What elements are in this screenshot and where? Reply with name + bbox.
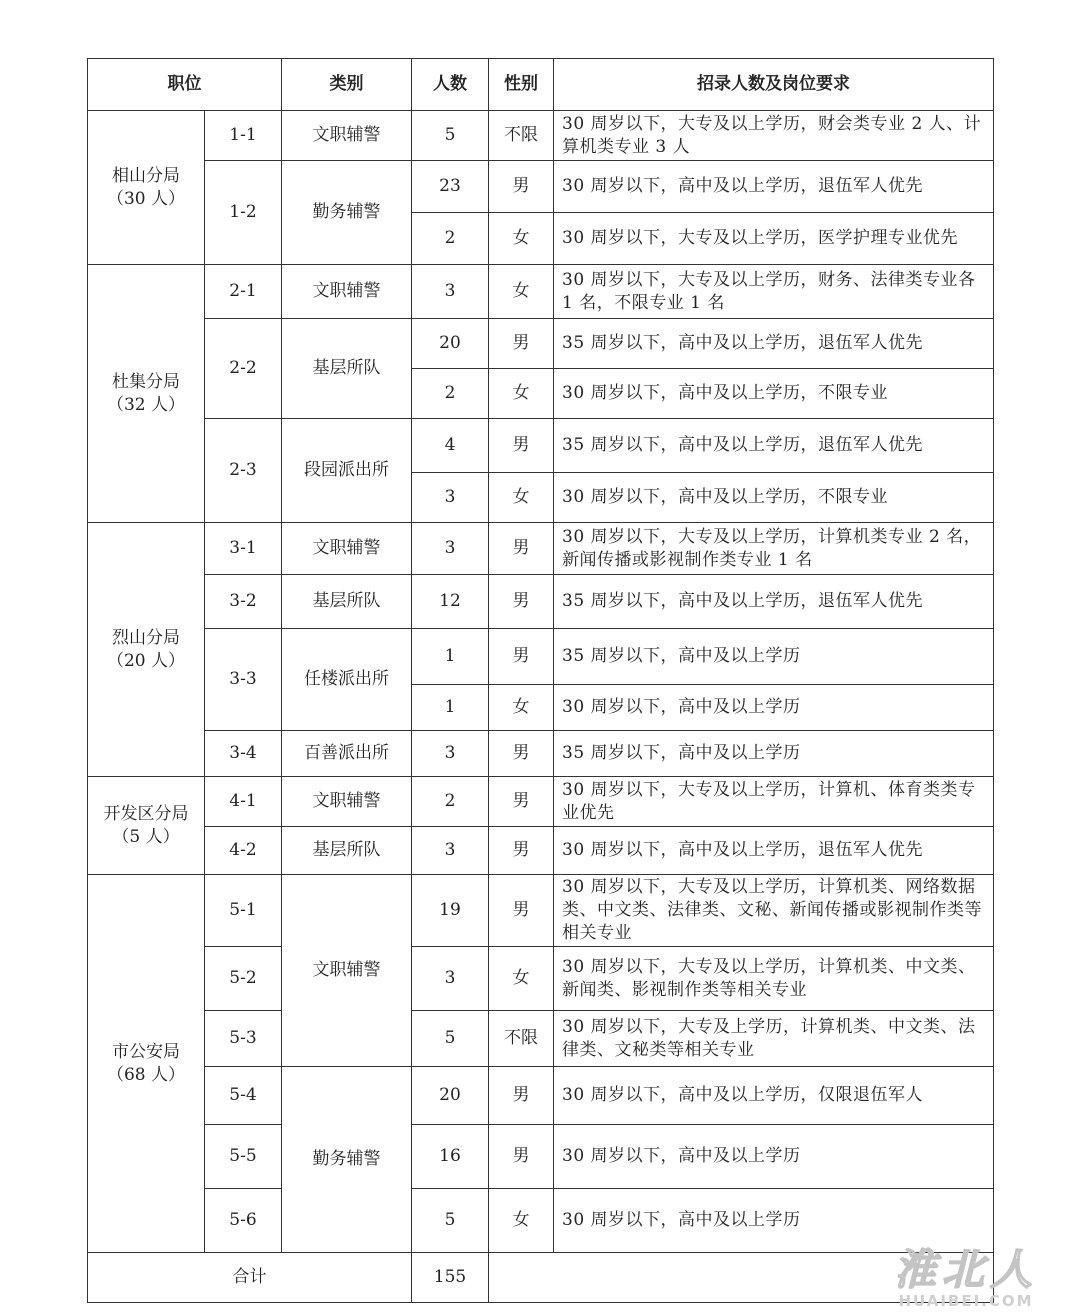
count-cell: 3 xyxy=(412,947,489,1011)
requirement-cell: 35 周岁以下，高中及以上学历，退伍军人优先 xyxy=(554,419,994,473)
gender-cell: 女 xyxy=(489,947,554,1011)
position-cell: 5-4 xyxy=(205,1067,282,1125)
count-cell: 3 xyxy=(412,265,489,319)
gender-cell: 男 xyxy=(489,629,554,685)
bureau-cell: 开发区分局 （5 人） xyxy=(88,777,205,875)
header-gender: 性别 xyxy=(489,59,554,111)
gender-cell: 男 xyxy=(489,875,554,947)
category-cell: 勤务辅警 xyxy=(282,161,412,265)
requirement-cell: 35 周岁以下，高中及以上学历 xyxy=(554,629,994,685)
watermark-en: HUAIBEI.COM xyxy=(898,1292,1034,1310)
position-cell: 2-1 xyxy=(205,265,282,319)
category-cell: 基层所队 xyxy=(282,827,412,875)
count-cell: 23 xyxy=(412,161,489,213)
gender-cell: 女 xyxy=(489,213,554,265)
gender-cell: 不限 xyxy=(489,111,554,161)
header-requirements: 招录人数及岗位要求 xyxy=(554,59,994,111)
gender-cell: 男 xyxy=(489,161,554,213)
gender-cell: 男 xyxy=(489,731,554,777)
category-cell: 百善派出所 xyxy=(282,731,412,777)
position-cell: 5-1 xyxy=(205,875,282,947)
category-cell: 文职辅警 xyxy=(282,523,412,575)
count-cell: 16 xyxy=(412,1125,489,1189)
gender-cell: 男 xyxy=(489,1067,554,1125)
count-cell: 3 xyxy=(412,473,489,523)
table-row xyxy=(88,1011,994,1067)
category-cell: 段园派出所 xyxy=(282,419,412,523)
position-cell: 4-1 xyxy=(205,777,282,827)
table-row xyxy=(88,777,994,827)
total-count: 155 xyxy=(412,1253,489,1303)
gender-cell: 男 xyxy=(489,523,554,575)
header-row xyxy=(88,59,994,111)
table-row xyxy=(88,575,994,629)
count-cell: 1 xyxy=(412,629,489,685)
gender-cell: 男 xyxy=(489,419,554,473)
watermark-logo xyxy=(866,1245,1076,1314)
category-cell: 基层所队 xyxy=(282,575,412,629)
table-row xyxy=(88,827,994,875)
category-cell: 基层所队 xyxy=(282,319,412,419)
requirement-cell: 30 周岁以下，大专及以上学历，财务、法律类专业各 1 名，不限专业 1 名 xyxy=(554,265,994,319)
header-position: 职位 xyxy=(88,59,282,111)
count-cell: 5 xyxy=(412,111,489,161)
category-cell: 文职辅警 xyxy=(282,875,412,1067)
requirement-cell: 30 周岁以下，高中及以上学历，仅限退伍军人 xyxy=(554,1067,994,1125)
recruitment-table xyxy=(87,58,994,1303)
table-row xyxy=(88,1067,994,1125)
requirement-cell: 30 周岁以下，高中及以上学历，退伍军人优先 xyxy=(554,827,994,875)
table-row xyxy=(88,111,994,161)
count-cell: 5 xyxy=(412,1189,489,1253)
requirement-cell: 30 周岁以下，高中及以上学历 xyxy=(554,1189,994,1253)
count-cell: 20 xyxy=(412,1067,489,1125)
position-cell: 5-2 xyxy=(205,947,282,1011)
category-cell: 文职辅警 xyxy=(282,111,412,161)
position-cell: 5-6 xyxy=(205,1189,282,1253)
position-cell: 1-1 xyxy=(205,111,282,161)
position-cell: 5-5 xyxy=(205,1125,282,1189)
position-cell: 4-2 xyxy=(205,827,282,875)
table-row xyxy=(88,523,994,575)
bureau-cell: 杜集分局 （32 人） xyxy=(88,265,205,523)
table-row xyxy=(88,629,994,685)
table-row xyxy=(88,1189,994,1253)
position-cell: 2-3 xyxy=(205,419,282,523)
gender-cell: 男 xyxy=(489,575,554,629)
requirement-cell: 30 周岁以下，大专及以上学历，计算机类专业 2 名，新闻传播或影视制作类专业 1 名 xyxy=(554,523,994,575)
count-cell: 5 xyxy=(412,1011,489,1067)
gender-cell: 女 xyxy=(489,473,554,523)
table-row xyxy=(88,419,994,473)
table-row xyxy=(88,731,994,777)
requirement-cell: 30 周岁以下，高中及以上学历，退伍军人优先 xyxy=(554,161,994,213)
count-cell: 12 xyxy=(412,575,489,629)
requirement-cell: 30 周岁以下，高中及以上学历，不限专业 xyxy=(554,473,994,523)
count-cell: 1 xyxy=(412,685,489,731)
category-cell: 文职辅警 xyxy=(282,265,412,319)
requirement-cell: 35 周岁以下，高中及以上学历，退伍军人优先 xyxy=(554,575,994,629)
position-cell: 3-2 xyxy=(205,575,282,629)
category-cell: 任楼派出所 xyxy=(282,629,412,731)
total-row xyxy=(88,1253,994,1303)
total-label: 合计 xyxy=(88,1253,412,1303)
requirement-cell: 30 周岁以下，大专及以上学历，计算机类、网络数据类、中文类、法律类、文秘、新闻传播或影视制作类等相关专业 xyxy=(554,875,994,947)
gender-cell: 女 xyxy=(489,369,554,419)
position-cell: 1-2 xyxy=(205,161,282,265)
position-cell: 3-4 xyxy=(205,731,282,777)
header-category: 类别 xyxy=(282,59,412,111)
count-cell: 3 xyxy=(412,523,489,575)
requirement-cell: 35 周岁以下，高中及以上学历，退伍军人优先 xyxy=(554,319,994,369)
requirement-cell: 30 周岁以下，高中及以上学历，不限专业 xyxy=(554,369,994,419)
gender-cell: 男 xyxy=(489,827,554,875)
watermark-cn: 淮北人 xyxy=(893,1245,1038,1294)
table-row xyxy=(88,161,994,213)
requirement-cell: 35 周岁以下，高中及以上学历 xyxy=(554,731,994,777)
header-count: 人数 xyxy=(412,59,489,111)
table-row xyxy=(88,1125,994,1189)
bureau-cell: 相山分局 （30 人） xyxy=(88,111,205,265)
position-cell: 3-3 xyxy=(205,629,282,731)
gender-cell: 不限 xyxy=(489,1011,554,1067)
gender-cell: 女 xyxy=(489,265,554,319)
count-cell: 2 xyxy=(412,777,489,827)
category-cell: 勤务辅警 xyxy=(282,1067,412,1253)
gender-cell: 男 xyxy=(489,1125,554,1189)
gender-cell: 女 xyxy=(489,685,554,731)
requirement-cell: 30 周岁以下，大专及上学历，计算机类、中文类、法律类、文秘类等相关专业 xyxy=(554,1011,994,1067)
bureau-cell: 市公安局 （68 人） xyxy=(88,875,205,1253)
position-cell: 2-2 xyxy=(205,319,282,419)
count-cell: 3 xyxy=(412,827,489,875)
count-cell: 4 xyxy=(412,419,489,473)
table-row xyxy=(88,265,994,319)
category-cell: 文职辅警 xyxy=(282,777,412,827)
gender-cell: 男 xyxy=(489,319,554,369)
table-row xyxy=(88,947,994,1011)
gender-cell: 女 xyxy=(489,1189,554,1253)
count-cell: 2 xyxy=(412,213,489,265)
table-row xyxy=(88,875,994,947)
requirement-cell: 30 周岁以下，大专及以上学历，财会类专业 2 人、计算机类专业 3 人 xyxy=(554,111,994,161)
gender-cell: 男 xyxy=(489,777,554,827)
bureau-cell: 烈山分局 （20 人） xyxy=(88,523,205,777)
position-cell: 5-3 xyxy=(205,1011,282,1067)
count-cell: 20 xyxy=(412,319,489,369)
count-cell: 2 xyxy=(412,369,489,419)
requirement-cell: 30 周岁以下，大专及以上学历，医学护理专业优先 xyxy=(554,213,994,265)
requirement-cell: 30 周岁以下，大专及以上学历，计算机、体育类类专业优先 xyxy=(554,777,994,827)
requirement-cell: 30 周岁以下，高中及以上学历 xyxy=(554,1125,994,1189)
requirement-cell: 30 周岁以下，大专及以上学历，计算机类、中文类、新闻类、影视制作类等相关专业 xyxy=(554,947,994,1011)
requirement-cell: 30 周岁以下，高中及以上学历 xyxy=(554,685,994,731)
count-cell: 3 xyxy=(412,731,489,777)
count-cell: 19 xyxy=(412,875,489,947)
position-cell: 3-1 xyxy=(205,523,282,575)
table-row xyxy=(88,319,994,369)
